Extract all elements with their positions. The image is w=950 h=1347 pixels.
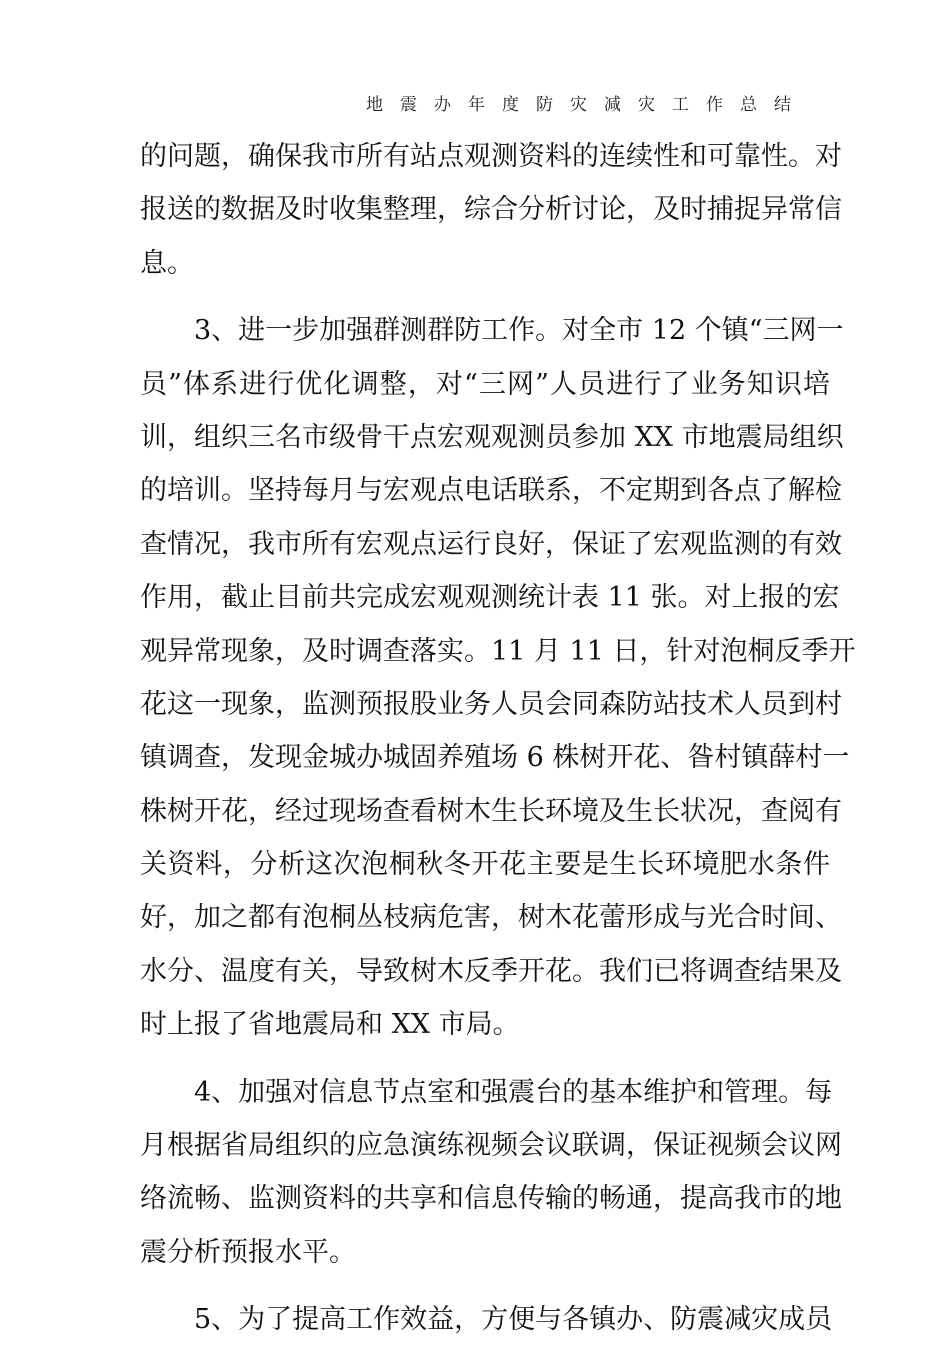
text-line: 作用，截止目前共完成宏观观测统计表 11 张。对上报的宏 — [140, 582, 840, 614]
paragraph-item-5 — [140, 1293, 833, 1346]
text-line: 报送的数据及时收集整理，综合分析讨论，及时捕捉异常信 — [140, 194, 842, 226]
text-line: 关资料，分析这次泡桐秋冬开花主要是生长环境肥水条件 — [140, 849, 830, 881]
text-line: 的培训。坚持每月与宏观点电话联系，不定期到各点了解检 — [140, 475, 842, 507]
text-line: 震分析预报水平。 — [140, 1236, 356, 1268]
text-line: 水分、温度有关，导致树木反季开花。我们已将调查结果及 — [140, 955, 842, 987]
text-line: 训，组织三名市级骨干点宏观观测员参加 XX 市地震局组织 — [140, 421, 844, 453]
text-line: 4、加强对信息节点室和强震台的基本维护和管理。每 — [194, 1076, 833, 1108]
page-header-title: 地震办年度防灾减灾工作总结 — [366, 95, 808, 115]
text-line: 3、进一步加强群测群防工作。对全市 12 个镇“三网一 — [194, 315, 844, 347]
text-line: 员”体系进行优化调整，对“三网”人员进行了业务知识培 — [140, 368, 830, 400]
text-line: 月根据省局组织的应急演练视频会议联调，保证视频会议网 — [140, 1130, 842, 1162]
text-line: 5、为了提高工作效益，方便与各镇办、防震减灾成员 — [194, 1304, 833, 1336]
text-line: 观异常现象，及时调查落实。11 月 11 日，针对泡桐反季开 — [140, 635, 856, 667]
text-line: 株树开花，经过现场查看树木生长环境及生长状况，查阅有 — [140, 795, 842, 827]
text-line: 查情况，我市所有宏观点运行良好，保证了宏观监测的有效 — [140, 528, 842, 560]
text-line: 好，加之都有泡桐丛枝病危害，树木花蕾形成与光合时间、 — [140, 902, 842, 934]
text-line: 花这一现象，监测预报股业务人员会同森防站技术人员到村 — [140, 688, 842, 720]
document-body — [140, 130, 856, 1347]
text-line: 的问题，确保我市所有站点观测资料的连续性和可靠性。对 — [140, 141, 842, 172]
text-line: 镇调查，发现金城办城固养殖场 6 株树开花、昝村镇薛村一 — [140, 742, 850, 774]
text-line: 时上报了省地震局和 XX 市局。 — [140, 1009, 520, 1041]
text-line: 络流畅、监测资料的共享和信息传输的畅通，提高我市的地 — [140, 1183, 842, 1215]
paragraph-item-4 — [140, 1066, 842, 1280]
text-line: 息。 — [140, 247, 194, 279]
paragraph-item-3 — [140, 304, 856, 1051]
paragraph-continuation — [140, 130, 842, 290]
